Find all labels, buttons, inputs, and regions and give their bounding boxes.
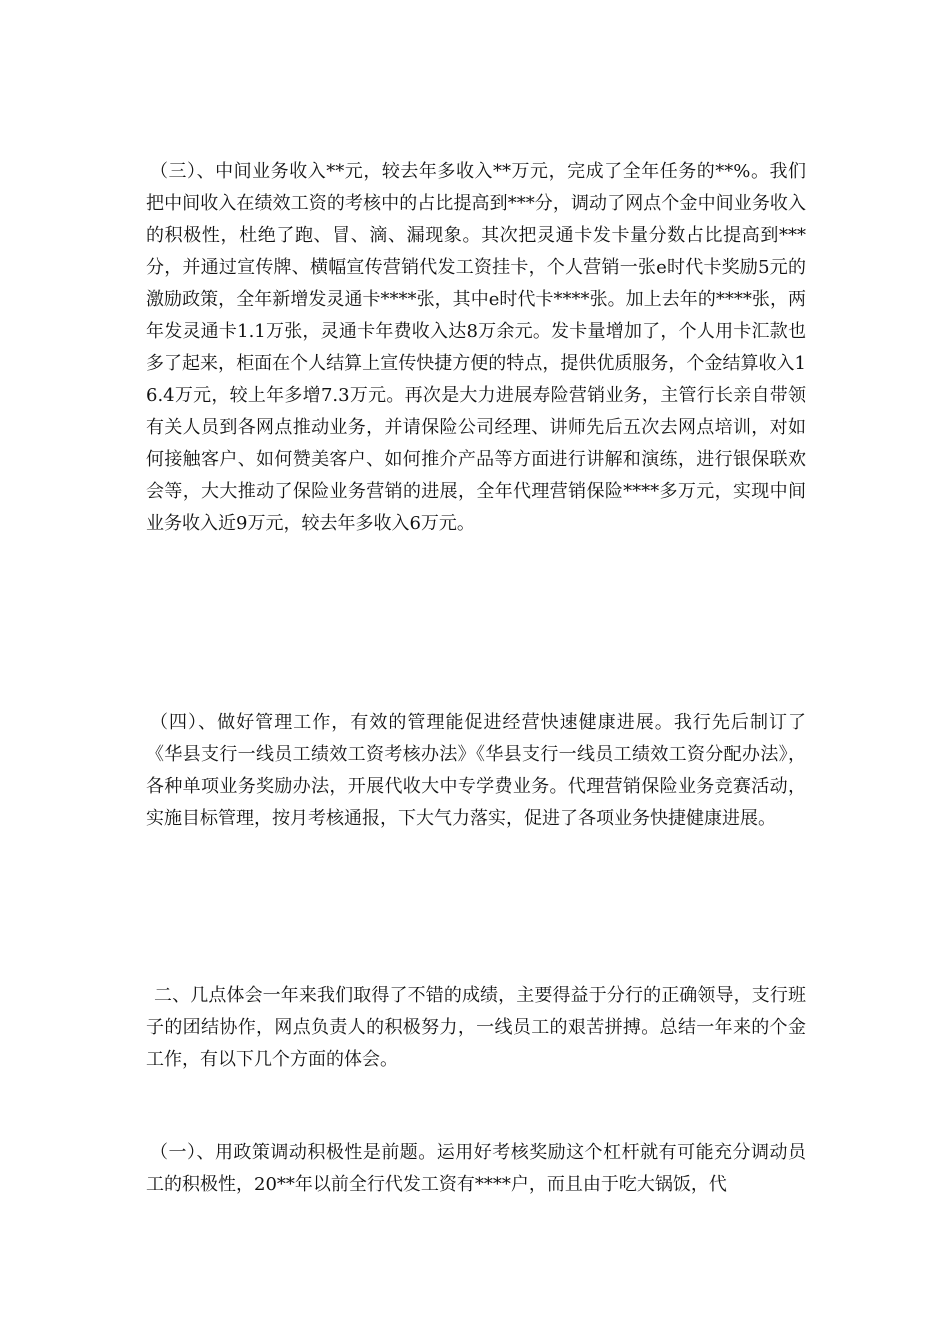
paragraph-policy-motivation: （一）、用政策调动积极性是前题。运用好考核奖励这个杠杆就有可能充分调动员工的积极性，20**年以前全行代发工资有****户，而且由于吃大锅饭，代 — [146, 1142, 806, 1195]
paragraph-management-work: （四）、做好管理工作，有效的管理能促进经营快速健康进展。我行先后制订了《华县支行一线员工绩效工资考核办法》《华县支行一线员工绩效工资分配办法》，各种单项业务奖励办法，开展代收大中专学费业务。代理营销保险业务竞赛活动，实施目标管理，按月考核通报，下大气力落实，促进了各项业务快捷健康进展。 — [146, 712, 806, 829]
paragraph-experience-summary: 二、几点体会一年来我们取得了不错的成绩，主要得益于分行的正确领导，支行班子的团结协作，网点负责人的积极努力，一线员工的艰苦拼搏。总结一年来的个金工作，有以下几个方面的体会。 — [146, 985, 806, 1070]
paragraph-intermediate-business-income: （三）、中间业务收入**元，较去年多收入**万元，完成了全年任务的**%。我们把中间收入在绩效工资的考核中的占比提高到***分，调动了网点个金中间业务收入的积极性，杜绝了跑、冒、滴、漏现象。其次把灵通卡发卡量分数占比提高到***分，并通过宣传牌、横幅宣传营销代发工资挂卡，个人营销一张e时代卡奖励5元的激励政策，全年新增发灵通卡****张，其中e时代卡****张。加上去年的****张，两年发灵通卡1.1万张，灵通卡年费收入达8万余元。发卡量增加了，个人用卡汇款也多了起来，柜面在个人结算上宣传快捷方便的特点，提供优质服务，个金结算收入16.4万元，较上年多增7.3万元。再次是大力进展寿险营销业务，主管行长亲自带领有关人员到各网点推动业务，并请保险公司经理、讲师先后五次去网点培训，对如何接触客户、如何赞美客户、如何推介产品等方面进行讲解和演练，进行银保联欢会等，大大推动了保险业务营销的进展，全年代理营销保险****多万元，实现中间业务收入近9万元，较去年多收入6万元。 — [146, 161, 806, 534]
